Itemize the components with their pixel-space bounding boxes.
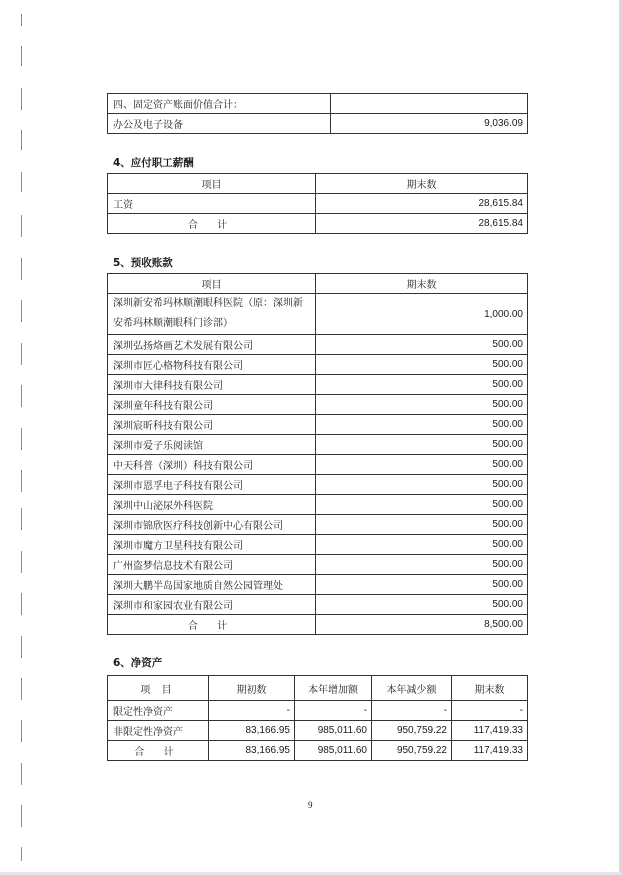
table-row xyxy=(108,375,528,395)
row-value: 28,615.84 xyxy=(316,194,528,214)
binding-mark xyxy=(21,636,22,658)
row-value: 1,000.00 xyxy=(316,294,528,335)
column-header: 本年增加额 xyxy=(295,676,372,701)
row-label: 办公及电子设备 xyxy=(108,114,331,134)
table-row xyxy=(108,495,528,515)
table-row xyxy=(108,435,528,455)
row-value: 500.00 xyxy=(316,595,528,615)
row-label: 深圳大鹏半岛国家地质自然公园管理处 xyxy=(108,575,316,595)
binding-mark xyxy=(21,428,22,450)
binding-mark xyxy=(21,763,22,785)
column-header: 期初数 xyxy=(209,676,295,701)
total-value: 8,500.00 xyxy=(316,615,528,635)
table-total-row xyxy=(108,741,528,761)
table-row xyxy=(108,294,528,335)
page-number: 9 xyxy=(308,800,313,810)
fixed-assets-table xyxy=(107,93,528,134)
table-row xyxy=(108,455,528,475)
row-value: 500.00 xyxy=(316,475,528,495)
binding-mark xyxy=(21,46,22,66)
binding-mark xyxy=(21,88,22,110)
column-header: 项目 xyxy=(108,274,316,294)
column-header: 项 目 xyxy=(108,676,209,701)
total-decrease: 950,759.22 xyxy=(372,741,452,761)
binding-mark xyxy=(21,593,22,615)
binding-mark xyxy=(21,470,22,492)
cell-opening: - xyxy=(209,701,295,721)
row-value: 500.00 xyxy=(316,555,528,575)
table-header-row xyxy=(108,274,528,294)
column-header: 项目 xyxy=(108,174,316,194)
row-label: 四、固定资产账面价值合计： xyxy=(108,94,331,114)
row-value: 500.00 xyxy=(316,355,528,375)
binding-mark xyxy=(21,300,22,322)
binding-mark xyxy=(21,805,22,827)
row-value: 500.00 xyxy=(316,395,528,415)
row-value: 500.00 xyxy=(316,535,528,555)
row-value: 500.00 xyxy=(316,495,528,515)
binding-mark xyxy=(21,172,22,192)
row-value xyxy=(331,94,528,114)
row-value: 500.00 xyxy=(316,455,528,475)
binding-mark xyxy=(21,551,22,573)
row-label: 深圳市和家园农业有限公司 xyxy=(108,595,316,615)
row-label: 深圳市恩孚电子科技有限公司 xyxy=(108,475,316,495)
cell-decrease: 950,759.22 xyxy=(372,721,452,741)
cell-increase: - xyxy=(295,701,372,721)
cell-decrease: - xyxy=(372,701,452,721)
total-value: 28,615.84 xyxy=(316,214,528,234)
row-label: 深圳童年科技有限公司 xyxy=(108,395,316,415)
section-heading-net-assets: 6、净资产 xyxy=(113,657,163,669)
binding-mark xyxy=(21,720,22,742)
payroll-table xyxy=(107,173,528,234)
table-row xyxy=(108,555,528,575)
table-row xyxy=(108,355,528,375)
table-total-row xyxy=(108,214,528,234)
table-row xyxy=(108,94,528,114)
row-label: 非限定性净资产 xyxy=(108,721,209,741)
table-header-row xyxy=(108,676,528,701)
section-heading-advance-receipts: 5、预收账款 xyxy=(113,257,173,269)
total-increase: 985,011.60 xyxy=(295,741,372,761)
total-label: 合 计 xyxy=(108,214,316,234)
column-header: 期末数 xyxy=(316,174,528,194)
row-label: 深圳市魔方卫星科技有限公司 xyxy=(108,535,316,555)
row-label: 深圳市爱子乐阅读馆 xyxy=(108,435,316,455)
table-row xyxy=(108,701,528,721)
table-row xyxy=(108,194,528,214)
cell-closing: 117,419.33 xyxy=(452,721,528,741)
row-value: 500.00 xyxy=(316,335,528,355)
table-row xyxy=(108,415,528,435)
binding-mark xyxy=(21,130,22,150)
binding-mark xyxy=(21,847,22,861)
row-label: 广州盗梦信息技术有限公司 xyxy=(108,555,316,575)
row-label: 深圳弘扬烙画艺术发展有限公司 xyxy=(108,335,316,355)
section-heading-payroll: 4、应付职工薪酬 xyxy=(113,157,194,169)
binding-mark xyxy=(21,343,22,365)
row-label: 工资 xyxy=(108,194,316,214)
binding-mark xyxy=(21,215,22,237)
table-row xyxy=(108,335,528,355)
table-row xyxy=(108,595,528,615)
row-value: 500.00 xyxy=(316,575,528,595)
column-header: 期末数 xyxy=(452,676,528,701)
row-value: 500.00 xyxy=(316,375,528,395)
row-label: 深圳市匠心格物科技有限公司 xyxy=(108,355,316,375)
table-row xyxy=(108,575,528,595)
row-label: 深圳新安希玛林顺潮眼科医院（原：深圳新安希玛林顺潮眼科门诊部） xyxy=(108,294,316,335)
table-row xyxy=(108,515,528,535)
total-label: 合 计 xyxy=(108,615,316,635)
column-header: 本年减少额 xyxy=(372,676,452,701)
cell-closing: - xyxy=(452,701,528,721)
table-row xyxy=(108,395,528,415)
row-label: 深圳市大律科技有限公司 xyxy=(108,375,316,395)
table-header-row xyxy=(108,174,528,194)
total-opening: 83,166.95 xyxy=(209,741,295,761)
net-assets-table xyxy=(107,675,528,761)
binding-mark xyxy=(21,678,22,700)
column-header: 期末数 xyxy=(316,274,528,294)
binding-mark xyxy=(21,14,22,26)
table-row xyxy=(108,721,528,741)
total-label: 合 计 xyxy=(108,741,209,761)
table-total-row xyxy=(108,615,528,635)
table-row xyxy=(108,475,528,495)
advance-receipts-table xyxy=(107,273,528,635)
cell-increase: 985,011.60 xyxy=(295,721,372,741)
binding-mark xyxy=(21,508,22,530)
row-value: 500.00 xyxy=(316,515,528,535)
row-label: 深圳中山泌尿外科医院 xyxy=(108,495,316,515)
row-value: 9,036.09 xyxy=(331,114,528,134)
binding-mark xyxy=(21,258,22,280)
row-label: 深圳市锦欣医疗科技创新中心有限公司 xyxy=(108,515,316,535)
row-value: 500.00 xyxy=(316,435,528,455)
row-value: 500.00 xyxy=(316,415,528,435)
cell-opening: 83,166.95 xyxy=(209,721,295,741)
table-row xyxy=(108,114,528,134)
total-closing: 117,419.33 xyxy=(452,741,528,761)
table-row xyxy=(108,535,528,555)
row-label: 深圳宸昕科技有限公司 xyxy=(108,415,316,435)
row-label: 中天科普（深圳）科技有限公司 xyxy=(108,455,316,475)
row-label: 限定性净资产 xyxy=(108,701,209,721)
binding-mark xyxy=(21,385,22,407)
